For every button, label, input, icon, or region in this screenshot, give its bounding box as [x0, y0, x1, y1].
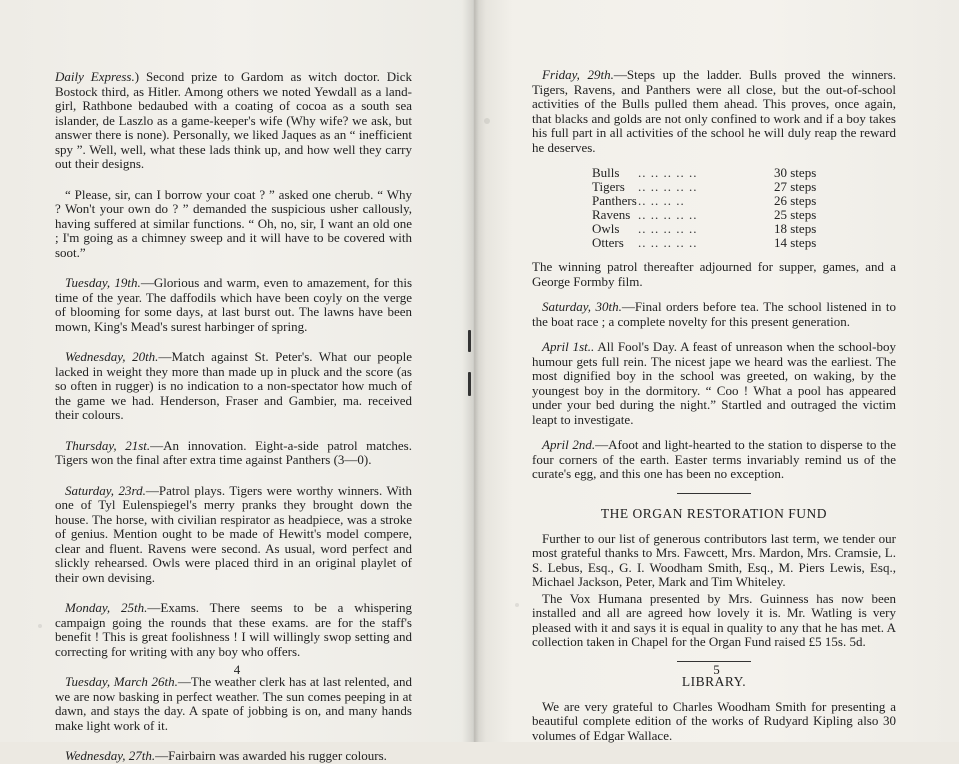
right-page	[474, 0, 959, 742]
paragraph-text: —Steps up the ladder. Bulls proved the winners. Tigers, Ravens, and Panthers were all close, but the out-of-school activities of the Bulls pulled them ahead. This proves, once again, that blacks and golds are not only confined to work and if a boy takes his full part in all activities of the school he will duly reap the reward he deserves.	[532, 67, 896, 155]
paragraph-text: —Match against St. Peter's. What our people lacked in weight they more than made up in pluck and the score (as so often in rugger) is no indication to a non-spectator how much of the game we had. Henderson, Fraser and Gambier, ma. received their colours.	[55, 349, 412, 422]
paragraph-lead: April 2nd.	[542, 437, 596, 452]
patrol-name: Ravens	[592, 207, 631, 222]
paragraph-text: The winning patrol thereafter adjourned for supper, games, and a George Formby film.	[532, 259, 896, 289]
paragraph-text: “ Please, sir, can I borrow your coat ? ” asked one cherub. “ Why ? Won't your own do ? ” demanded the suspicious usher callously, having suffered at similar functions. “ Oh, no, sir, I want an old one ; I'm going as a chimney sweep and it will have to be covered with soot.”	[55, 186, 412, 260]
patrol-name: Tigers	[592, 179, 625, 194]
leader-dots: .. .. .. .. ..	[638, 179, 698, 194]
paragraph-text: —An innovation. Eight-a-side patrol matches. Tigers won the final after extra time against Panthers (3—0).	[55, 437, 412, 467]
paragraph-thursday-21st	[55, 439, 412, 468]
steps-value: 27 steps	[774, 179, 817, 194]
paragraph-winning-patrol	[532, 260, 896, 289]
paragraph-friday-29th	[532, 68, 896, 155]
paper-smudge	[515, 603, 519, 607]
steps-value: 18 steps	[774, 221, 817, 236]
staple-mark	[468, 372, 471, 396]
table-row	[592, 194, 816, 208]
table-row	[592, 180, 816, 194]
leader-dots: .. .. .. .. ..	[638, 221, 698, 236]
paragraph-tuesday-19th	[55, 276, 412, 334]
leader-dots: .. .. .. .. ..	[638, 165, 698, 180]
paragraph-lead: Friday, 29th.	[542, 67, 614, 82]
paragraph-lead: Thursday, 21st.	[65, 437, 151, 453]
paragraph-lead: April 1st..	[542, 339, 595, 354]
steps-value: 30 steps	[774, 165, 817, 180]
steps-value: 25 steps	[774, 207, 817, 222]
paragraph-lead: Wednesday, 27th.	[65, 748, 156, 763]
paragraph-text: —Final orders before tea. The school listened in to the boat race ; a complete novelty for this present generation.	[532, 299, 896, 329]
paragraph-lead: Saturday, 23rd.	[65, 482, 146, 498]
paper-smudge	[484, 118, 490, 124]
paragraph-text: —Fairbairn was awarded his rugger colours.	[155, 748, 387, 763]
patrol-name: Owls	[592, 221, 620, 236]
paragraph-lead: Monday, 25th.	[65, 600, 148, 615]
patrol-name: Panthers	[592, 193, 637, 208]
paragraph-tuesday-26th	[55, 675, 412, 733]
paragraph-lead: Daily Express.	[55, 69, 135, 84]
paragraph-daily-express	[55, 70, 412, 172]
paragraph-saturday-30th	[532, 300, 896, 329]
paragraph-lead: Saturday, 30th.	[542, 299, 622, 314]
paragraph-april-2nd	[532, 438, 896, 482]
paragraph-lead: Tuesday, 19th.	[65, 275, 141, 290]
page-number: 4	[233, 662, 241, 677]
paragraph-text: —Glorious and warm, even to amazement, for this time of the year. The daffodils which have been coyly on the verge of blooming for some days, at last burst out. The lawns have been mown, King's Mead's surest harbinger of spring.	[55, 275, 412, 334]
steps-value: 26 steps	[774, 193, 817, 208]
paragraph-text: —Afoot and light-hearted to the station to disperse to the four corners of the earth. Easter terms invariably remind us of the curate's egg, and this one has been no exception.	[532, 437, 896, 481]
table-row	[592, 236, 816, 250]
library-heading: LIBRARY.	[681, 673, 747, 689]
paragraph-saturday-23rd	[55, 484, 412, 586]
paragraph-monday-25th	[55, 601, 412, 659]
paragraph-april-1st	[532, 340, 896, 427]
organ-fund-paragraph: Further to our list of generous contributors last term, we tender our most grateful thanks to Mrs. Fawcett, Mrs. Mardon, Mrs. Cramsie, L. S. Lebus, Esq., G. I. Woodham Smith, Esq., M. Piers Lewis, Esq., Michael Jackson, Peter, Mark and Tim Whiteley.	[532, 530, 896, 589]
paper-smudge	[38, 624, 42, 628]
staple-mark	[468, 330, 471, 352]
steps-table	[592, 166, 816, 250]
paragraph-wednesday-27th	[55, 749, 412, 764]
page-number: 5	[713, 662, 720, 677]
paragraph-cherub	[55, 188, 412, 261]
paragraph-text: —Exams. There seems to be a whispering campaign going the rounds that these exams. are for the staff's benefit ! This is great foolishness ! I will willingly swop setting and correcting for writing with any boy who offers.	[55, 600, 412, 659]
table-row	[592, 208, 816, 222]
table-row	[592, 222, 816, 236]
book-gutter	[462, 0, 486, 742]
paragraph-lead: Wednesday, 20th.	[65, 349, 159, 364]
steps-value: 14 steps	[774, 235, 817, 250]
patrol-name: Otters	[592, 235, 624, 250]
leader-dots: .. .. .. .. ..	[638, 207, 698, 222]
left-page	[0, 0, 474, 763]
paragraph-text: All Fool's Day. A feast of unreason when the school-boy humour gets full rein. The nicest jape we heard was the earliest. The most dignified boy in the school was greeted, on waking, by the youngest boy in the dormitory. “ Coo ! What a pool has appeared under your bed during the night.” Startled and outraged the victim leapt to investigate.	[532, 339, 896, 427]
table-row	[592, 166, 816, 180]
organ-fund-paragraph: The Vox Humana presented by Mrs. Guinness has now been installed and all are agreed how lovely it is. Mr. Watling is very pleased with it and says it is equal in quality to any that he has met. A collection taken in Chapel for the Organ Fund raised £5 15s. 5d.	[532, 590, 896, 649]
paragraph-text: ) Second prize to Gardom as witch doctor. Dick Bostock third, as Hitler. Among others we noted Yewdall as a land-girl, Rathbone bedaubed with a coating of cocoa as a south sea islander, de Laszlo as a game-keeper's wife (Why wife? we ask, but answer there is none). Personally, we liked Jaques as an “ inefficient spy ”. Well, well, what these lads think up, and how well they carry out their designs.	[55, 69, 412, 171]
paragraph-text: —The weather clerk has at last relented, and we are now basking in perfect weather. The sun comes peeping in at dawn, and stays the day. A spate of jobbing is on, and many hands make light work of it.	[55, 674, 412, 733]
leader-dots: .. .. .. .. ..	[638, 235, 698, 250]
leader-dots: .. .. .. ..	[638, 193, 685, 208]
patrol-name: Bulls	[592, 165, 620, 180]
library-paragraph: We are very grateful to Charles Woodham Smith for presenting a beautiful complete edition of the works of Rudyard Kipling also 30 volumes of Edgar Wallace.	[532, 698, 896, 743]
paragraph-lead: Tuesday, March 26th.	[65, 674, 178, 689]
section-divider	[677, 493, 751, 494]
paragraph-text: —Patrol plays. Tigers were worthy winners. With one of Tyl Eulenspiegel's merry pranks they brought down the house. The horse, with civilian respirator as headpiece, was a stroke of genius. Mention ought to be made of Hewitt's model compere, clear and fluent. Ravens were second. As usual, word perfect and slickly rehearsed. Owls were placed third in an original playlet of their own devising.	[55, 482, 412, 585]
paragraph-wednesday-20th	[55, 350, 412, 423]
organ-fund-heading: THE ORGAN RESTORATION FUND	[600, 505, 828, 521]
